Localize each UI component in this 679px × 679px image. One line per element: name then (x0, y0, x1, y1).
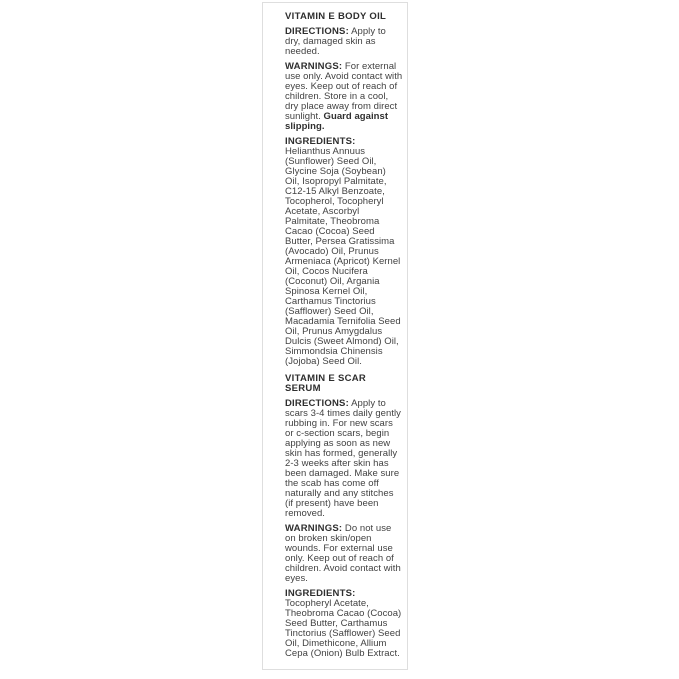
label-paragraph (285, 137, 403, 367)
paragraph-text: Tocopheryl Acetate, Theobroma Cacao (Cocoa) Seed Butter, Carthamus Tinctorius (Safflower) Seed Oil, Dimethicone, Allium Cepa (Onion) Bulb Extract. (285, 598, 402, 659)
paragraph-text: Do not use on broken skin/open wounds. For external use only. Keep out of reach of children. Avoid contact with eyes. (285, 523, 401, 584)
label-paragraph (285, 589, 403, 659)
paragraph-text: Apply to dry, damaged skin as needed. (285, 26, 386, 57)
section-title: VITAMIN E BODY OIL (285, 11, 387, 22)
paragraph-text: Apply to scars 3-4 times daily gently rubbing in. For new scars or c-section scars, begin applying as soon as new skin has formed, generally 2-3 weeks after skin has been damaged. Make sure the scab has come off naturally and any stitches (if present) have been removed. (285, 398, 401, 519)
paragraph-bold-note: Guard against slipping. (285, 111, 389, 132)
paragraph-label: INGREDIENTS: (285, 588, 356, 599)
paragraph-text: Helianthus Annuus (Sunflower) Seed Oil, Glycine Soja (Soybean) Oil, Isopropyl Palmitate, C12-15 Alkyl Benzoate, Tocopherol, Tocopheryl Acetate, Ascorbyl Palmitate, Theobroma Cacao (Cocoa) Seed Butter, Persea Gratissima (Avocado) Oil, Prunus Armeniaca (Apricot) Kernel Oil, Cocos Nucifera (Coconut) Oil, Argania Spinosa Kernel Oil, Carthamus Tinctorius (Safflower) Seed Oil, Macadamia Ternifolia Seed Oil, Prunus Amygdalus Dulcis (Sweet Almond) Oil, Simmondsia Chinensis (Jojoba) Seed Oil. (285, 146, 401, 367)
label-paragraph (285, 27, 403, 57)
label-paragraph (285, 399, 403, 519)
label-paragraph (285, 524, 403, 584)
paragraph-text: For external use only. Avoid contact with eyes. Keep out of reach of children. Store in a cool, dry place away from direct sunlight. (285, 61, 403, 122)
paragraph-label: WARNINGS: (285, 523, 343, 534)
section-title: VITAMIN E SCAR SERUM (285, 373, 367, 394)
paragraph-label: INGREDIENTS: (285, 136, 356, 147)
product-section (285, 374, 403, 659)
product-section (285, 12, 403, 367)
product-label-panel (262, 2, 408, 670)
paragraph-label: DIRECTIONS: (285, 398, 349, 409)
paragraph-label: DIRECTIONS: (285, 26, 349, 37)
label-content (263, 3, 407, 659)
paragraph-label: WARNINGS: (285, 61, 343, 72)
label-paragraph (285, 62, 403, 132)
